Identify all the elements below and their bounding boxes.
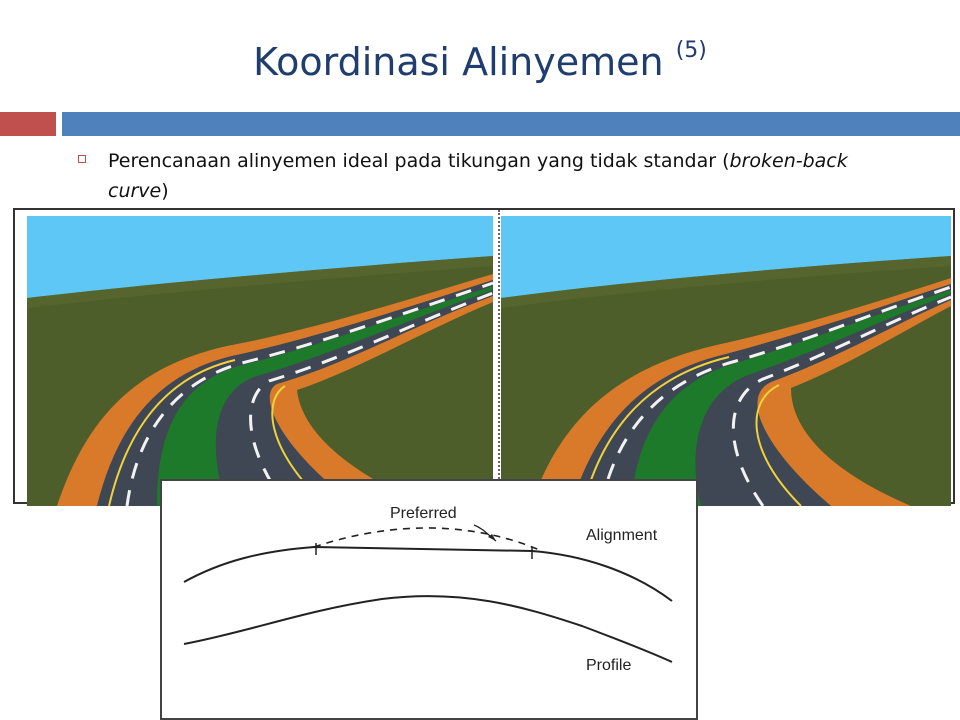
accent-bar-red	[0, 112, 56, 136]
label-alignment: Alignment	[586, 527, 658, 544]
bullet-text-end: )	[161, 180, 169, 202]
bullet-item	[78, 146, 908, 206]
square-bullet-icon	[78, 155, 86, 163]
slide-title-text: Koordinasi Alinyemen	[253, 40, 664, 84]
accent-bar-blue	[62, 112, 960, 136]
road-rendering-left	[27, 216, 493, 506]
road-rendering-frame	[13, 208, 955, 504]
bullet-text	[108, 146, 908, 206]
slide-title	[0, 38, 960, 84]
alignment-curve	[184, 547, 672, 601]
label-profile: Profile	[586, 657, 632, 674]
label-preferred: Preferred	[390, 505, 457, 522]
bullet-text-plain: Perencanaan alinyemen ideal pada tikungan yang tidak standar (	[108, 150, 730, 172]
profile-curve	[184, 596, 672, 662]
slide-title-superscript: (5)	[675, 38, 707, 63]
alignment-profile-diagram	[160, 479, 698, 720]
panel-divider	[498, 210, 500, 506]
road-rendering-right	[501, 216, 951, 506]
bullet-text-italic: broken-back curve	[108, 150, 848, 202]
